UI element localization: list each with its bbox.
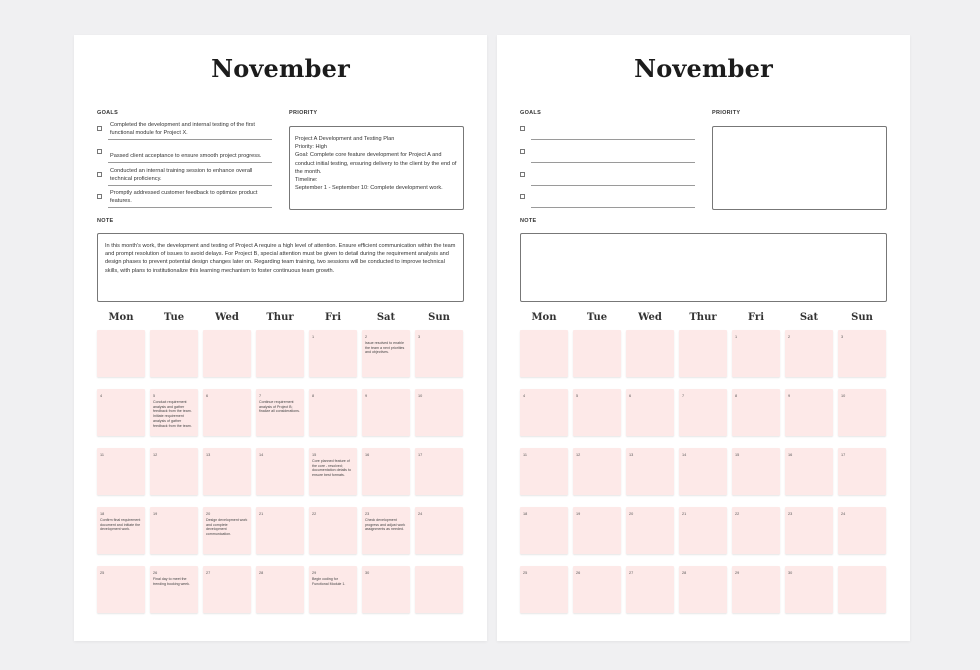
day-number: 1 (735, 335, 738, 339)
day-number: 5 (153, 394, 156, 398)
day-number: 20 (629, 512, 634, 516)
day-number: 17 (841, 453, 846, 457)
day-event-text: Begin coding for Functional Module 1. (312, 577, 346, 586)
goal-text[interactable]: Passed client acceptance to ensure smooth project progress. (110, 152, 262, 159)
day-cell[interactable] (362, 389, 410, 436)
weekday-header: Sat (376, 312, 396, 323)
goal-checkbox[interactable] (520, 126, 525, 131)
day-event-text: Check development progress and adjust work assignments as needed. (365, 518, 406, 532)
day-cell[interactable] (626, 448, 674, 495)
goal-checkbox[interactable] (97, 194, 102, 199)
goal-text[interactable]: Conducted an internal training session to enhance overall technical proficiency. (110, 168, 253, 182)
goal-underline (531, 139, 695, 140)
day-event-text: Design development work and complete development communication. (206, 518, 248, 537)
day-cell[interactable] (97, 389, 145, 436)
day-cell[interactable] (203, 389, 251, 436)
day-cell[interactable] (679, 330, 727, 377)
priority-line: Project A Development and Testing Plan (295, 136, 395, 142)
day-number: 1 (312, 335, 315, 339)
day-cell[interactable] (785, 448, 833, 495)
day-cell[interactable] (573, 507, 621, 554)
weekday-header: Sun (851, 312, 873, 323)
goal-checkbox[interactable] (97, 149, 102, 154)
goal-underline (531, 185, 695, 186)
goal-item (97, 188, 272, 208)
day-cell[interactable] (573, 330, 621, 377)
day-cell[interactable] (626, 507, 674, 554)
day-cell[interactable] (679, 448, 727, 495)
day-cell[interactable] (203, 566, 251, 613)
note-label: NOTE (520, 218, 537, 224)
weekday-header: Tue (586, 312, 608, 323)
day-number: 14 (259, 453, 264, 457)
day-cell[interactable] (785, 330, 833, 377)
day-number: 25 (100, 571, 105, 575)
note-box[interactable] (97, 233, 464, 302)
day-number: 4 (523, 394, 526, 398)
goal-item (520, 188, 695, 208)
goal-underline (531, 162, 695, 163)
priority-box[interactable] (289, 126, 464, 210)
day-number: 11 (100, 453, 104, 457)
goal-underline (108, 162, 272, 163)
day-number: 4 (100, 394, 103, 398)
day-number: 22 (735, 512, 740, 516)
day-cell[interactable] (573, 389, 621, 436)
day-cell[interactable] (415, 507, 463, 554)
day-cell[interactable] (573, 566, 621, 613)
day-cell[interactable] (256, 448, 304, 495)
day-cell[interactable] (415, 389, 463, 436)
day-cell[interactable] (520, 507, 568, 554)
weekday-header: Sun (428, 312, 450, 323)
priority-line: Goal: Complete core feature development for Project A and conduct initial testing, ensuring delivery to the client by the end of the month. (295, 152, 457, 175)
day-number: 28 (682, 571, 687, 575)
day-number: 19 (576, 512, 581, 516)
day-number: 16 (365, 453, 370, 457)
weekday-header: Mon (531, 312, 557, 323)
weekday-header: Wed (215, 312, 239, 323)
day-cell[interactable] (309, 507, 357, 554)
day-number: 15 (312, 453, 317, 457)
day-cell[interactable] (256, 507, 304, 554)
day-number: 3 (418, 335, 421, 339)
day-cell[interactable] (415, 330, 463, 377)
day-number: 10 (418, 394, 423, 398)
day-number: 9 (365, 394, 368, 398)
day-cell[interactable] (785, 389, 833, 436)
day-cell[interactable] (732, 448, 780, 495)
goal-checkbox[interactable] (97, 172, 102, 177)
day-cell[interactable] (203, 507, 251, 554)
planner-page-blank (497, 35, 910, 641)
day-number: 23 (788, 512, 793, 516)
day-number: 8 (312, 394, 315, 398)
day-cell[interactable] (732, 330, 780, 377)
day-cell[interactable] (626, 330, 674, 377)
day-number: 17 (418, 453, 423, 457)
day-number: 7 (259, 394, 262, 398)
day-cell[interactable] (520, 389, 568, 436)
goal-item (520, 143, 695, 163)
day-cell[interactable] (309, 448, 357, 495)
priority-line: September 1 - September 10: Complete development work. (295, 185, 443, 192)
day-cell[interactable] (309, 566, 357, 613)
goal-underline (531, 207, 695, 208)
day-number: 18 (100, 512, 105, 516)
day-cell[interactable] (309, 330, 357, 377)
day-number: 30 (788, 571, 793, 575)
day-cell[interactable] (732, 507, 780, 554)
day-cell[interactable] (150, 566, 198, 613)
day-cell[interactable] (679, 389, 727, 436)
goal-checkbox[interactable] (520, 149, 525, 154)
day-cell[interactable] (97, 330, 145, 377)
day-number: 3 (841, 335, 844, 339)
priority-line: Timeline: (295, 177, 318, 184)
day-number: 19 (153, 512, 158, 516)
goal-underline (108, 185, 272, 186)
day-number: 6 (629, 394, 632, 398)
day-number: 9 (788, 394, 791, 398)
weekday-header: Thur (266, 312, 294, 323)
day-cell[interactable] (203, 448, 251, 495)
day-cell[interactable] (362, 507, 410, 554)
priority-label: PRIORITY (712, 110, 741, 116)
goal-item (97, 120, 272, 140)
weekday-header: Fri (325, 312, 341, 323)
month-title: November (211, 54, 350, 83)
day-cell[interactable] (626, 389, 674, 436)
day-cell[interactable] (256, 389, 304, 436)
day-number: 26 (153, 571, 158, 575)
day-number: 15 (735, 453, 740, 457)
day-number: 22 (312, 512, 317, 516)
day-number: 8 (735, 394, 738, 398)
priority-line: Priority: High (295, 144, 328, 151)
day-number: 2 (365, 335, 368, 339)
goal-checkbox[interactable] (520, 172, 525, 177)
weekday-header: Mon (108, 312, 134, 323)
day-number: 13 (629, 453, 634, 457)
weekday-header: Wed (638, 312, 662, 323)
day-number: 27 (206, 571, 211, 575)
day-cell[interactable] (838, 330, 886, 377)
day-number: 28 (259, 571, 264, 575)
day-cell[interactable] (679, 507, 727, 554)
day-number: 30 (365, 571, 370, 575)
day-event-text: Issue resolved to enable the team a next priorities and objectives. (365, 341, 405, 355)
day-number: 20 (206, 512, 211, 516)
day-number: 24 (841, 512, 846, 516)
goal-checkbox[interactable] (97, 126, 102, 131)
day-number: 14 (682, 453, 687, 457)
day-cell[interactable] (97, 566, 145, 613)
day-number: 18 (523, 512, 528, 516)
day-number: 7 (682, 394, 685, 398)
goals-label: GOALS (97, 110, 119, 116)
day-event-text: Final day to meet the trending booking week. (153, 577, 190, 586)
priority-box[interactable] (712, 126, 887, 210)
note-text: In this month's work, the development and testing of Project A require a high level of attention. Ensure efficient communication within the team and prompt resolution of issues to avoid delays. For Project B, special attention must be given to detail during the requirement analysis and design phases to prevent potential design changes later on. Regarding team training, two sessions will be conducted to improve technical skills, with plans to institutionalize this learning mechanism to foster continuous team growth. (105, 243, 456, 274)
day-cell[interactable] (679, 566, 727, 613)
day-event-text: Conduct requirement analysis and gather feedback from the team. Initiate requirement analysis of gather feedback from the team. (153, 400, 192, 428)
day-number: 23 (365, 512, 370, 516)
day-cell[interactable] (732, 389, 780, 436)
day-number: 13 (206, 453, 211, 457)
day-number: 27 (629, 571, 634, 575)
day-cell[interactable] (732, 566, 780, 613)
goal-item (97, 166, 272, 186)
goals-label: GOALS (520, 110, 542, 116)
planner-page-filled (74, 35, 487, 641)
goal-underline (108, 139, 272, 140)
day-number: 6 (206, 394, 209, 398)
weekday-header: Fri (748, 312, 764, 323)
day-cell[interactable] (150, 507, 198, 554)
day-cell[interactable] (838, 448, 886, 495)
day-cell[interactable] (520, 566, 568, 613)
weekday-header: Thur (689, 312, 717, 323)
day-cell[interactable] (415, 566, 463, 613)
day-number: 12 (576, 453, 581, 457)
goal-underline (108, 207, 272, 208)
day-number: 25 (523, 571, 528, 575)
day-cell[interactable] (520, 448, 568, 495)
priority-label: PRIORITY (289, 110, 318, 116)
day-number: 29 (312, 571, 317, 575)
day-number: 21 (682, 512, 687, 516)
day-cell[interactable] (150, 330, 198, 377)
weekday-header: Sat (799, 312, 819, 323)
note-box[interactable] (520, 233, 887, 302)
day-cell[interactable] (838, 507, 886, 554)
day-cell[interactable] (203, 330, 251, 377)
day-number: 2 (788, 335, 791, 339)
day-event-text: Confirm final requirement document and initiate the development work. (100, 518, 141, 532)
day-number: 21 (259, 512, 264, 516)
day-cell[interactable] (520, 330, 568, 377)
day-cell[interactable] (573, 448, 621, 495)
day-number: 11 (523, 453, 527, 457)
day-cell[interactable] (309, 389, 357, 436)
goal-text[interactable]: Promptly addressed customer feedback to optimize product features. (110, 190, 258, 204)
goal-checkbox[interactable] (520, 194, 525, 199)
day-cell[interactable] (256, 330, 304, 377)
day-cell[interactable] (838, 566, 886, 613)
day-cell[interactable] (97, 448, 145, 495)
day-number: 5 (576, 394, 579, 398)
day-number: 10 (841, 394, 846, 398)
day-cell[interactable] (362, 566, 410, 613)
goal-item (520, 120, 695, 140)
day-number: 29 (735, 571, 740, 575)
day-cell[interactable] (415, 448, 463, 495)
weekday-header: Tue (163, 312, 185, 323)
day-number: 24 (418, 512, 423, 516)
day-number: 26 (576, 571, 581, 575)
goal-item (97, 143, 272, 163)
day-cell[interactable] (256, 566, 304, 613)
day-cell[interactable] (150, 389, 198, 436)
day-cell[interactable] (838, 389, 886, 436)
day-number: 16 (788, 453, 793, 457)
goal-item (520, 166, 695, 186)
day-cell[interactable] (97, 507, 145, 554)
day-cell[interactable] (362, 330, 410, 377)
day-cell[interactable] (362, 448, 410, 495)
day-cell[interactable] (785, 507, 833, 554)
goal-text[interactable]: Completed the development and internal testing of the first functional module for Project X. (110, 122, 255, 136)
day-number: 12 (153, 453, 158, 457)
day-cell[interactable] (150, 448, 198, 495)
month-title: November (634, 54, 773, 83)
day-cell[interactable] (626, 566, 674, 613)
day-event-text: Continue requirement analysis of Project B; finalize all considerations. (259, 400, 300, 414)
note-label: NOTE (97, 218, 114, 224)
day-event-text: Core planned feature of the core - resolved; documentation details to ensure best formats. (312, 459, 351, 478)
day-cell[interactable] (785, 566, 833, 613)
